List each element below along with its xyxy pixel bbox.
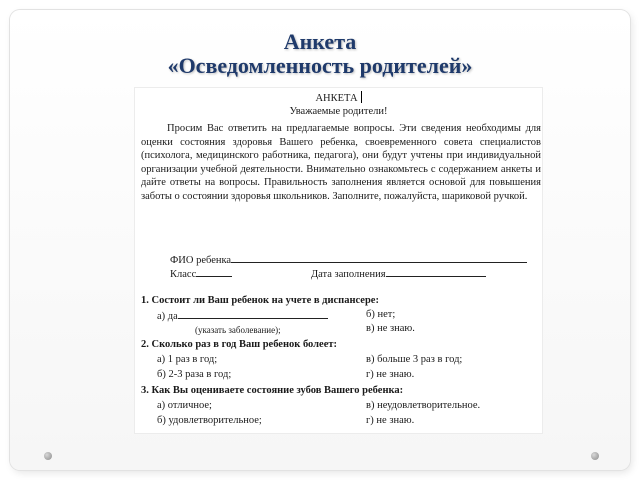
q2-option-a: а) 1 раз в год;: [157, 354, 218, 365]
question-3: 3. Как Вы оцениваете состояние зубов Вашего ребенка:: [141, 385, 404, 396]
q3-option-b: в) неудовлетворительное.: [366, 400, 481, 411]
questionnaire-document: [135, 88, 542, 433]
q1-option-a: [157, 309, 328, 324]
class-label: Класс: [170, 269, 197, 280]
q1-option-a-label: а) да: [157, 311, 178, 322]
document-heading: АНКЕТА: [315, 93, 358, 104]
q1-note: (указать заболевание);: [195, 325, 281, 335]
q2-option-c: б) 2-3 раза в год;: [157, 369, 232, 380]
q2-option-b: в) больше 3 раз в год;: [366, 354, 463, 365]
q3-option-c: б) удовлетворительное;: [157, 415, 262, 426]
q3-option-a: а) отличное;: [157, 400, 212, 411]
q2-option-d: г) не знаю.: [366, 369, 415, 380]
q1-option-a-underline: [178, 309, 328, 319]
q3-option-d: г) не знаю.: [366, 415, 415, 426]
q1-option-c: в) не знаю.: [366, 323, 415, 334]
fio-row: [170, 253, 527, 268]
date-label: Дата заполнения: [311, 269, 386, 280]
greeting: Уважаемые родители!: [289, 106, 388, 117]
bullet-dot-left: [44, 452, 52, 460]
question-2: 2. Сколько раз в год Ваш ребенок болеет:: [141, 339, 338, 350]
class-underline: [196, 267, 232, 277]
date-row: [311, 267, 486, 282]
slide-title-line1: Анкета: [283, 29, 357, 54]
slide-title-line2: «Осведомленность родителей»: [167, 53, 473, 78]
intro-paragraph: [141, 122, 541, 204]
q1-option-b: б) нет;: [366, 309, 396, 320]
fio-label: ФИО ребенка: [170, 255, 232, 266]
bullet-dot-right: [591, 452, 599, 460]
question-1: 1. Состоит ли Ваш ребенок на учете в диспансере:: [141, 295, 379, 306]
document-heading-row: [135, 91, 542, 106]
date-underline: [386, 267, 486, 277]
fio-underline: [231, 253, 527, 263]
intro-text: Просим Вас ответить на предлагаемые вопросы. Эти сведения необходимы для оценки состояния здоровья Вашего ребенка, своевременного совета специалистов (психолога, медицинского работника, педагога), они будут учтены при индивидуальной организации учебной деятельности. Внимательно ознакомьтесь с содержанием анкеты и дайте ответы на вопросы. Правильность заполнения является основой для повышения заботы о состоянии здоровья школьников. Заполните, пожалуйста, шариковой ручкой.: [141, 123, 541, 202]
text-cursor: [361, 91, 362, 103]
class-row: [170, 267, 232, 282]
